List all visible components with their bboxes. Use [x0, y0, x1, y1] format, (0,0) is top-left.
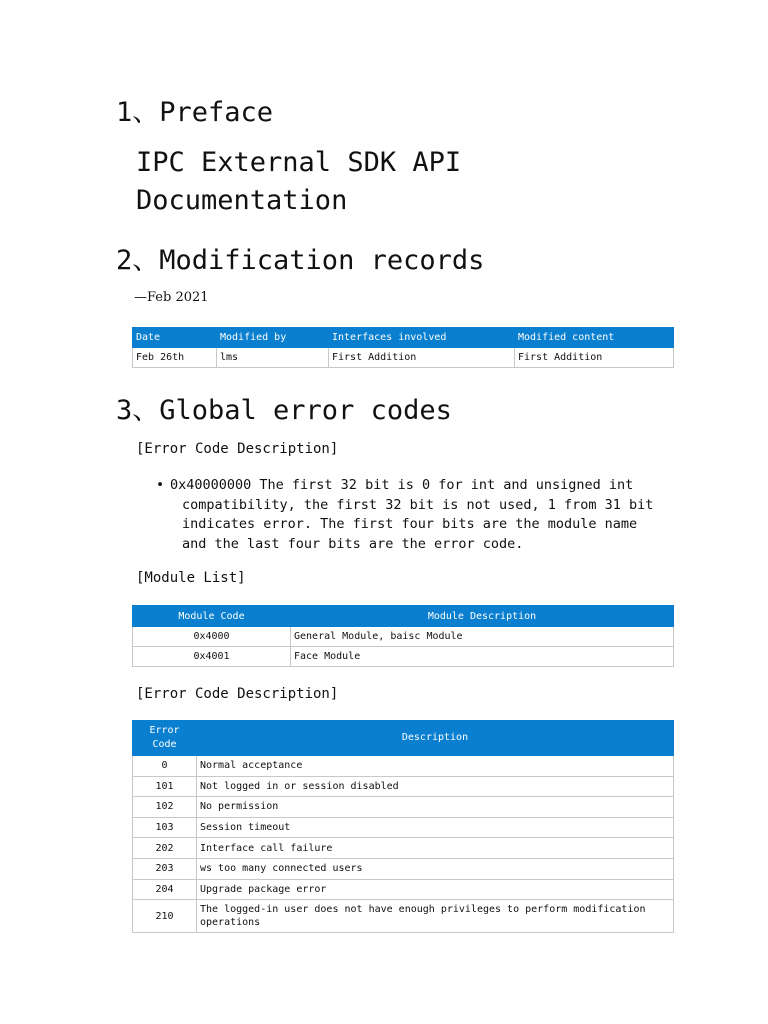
bullet-text: 0x40000000 The first 32 bit is 0 for int and unsigned int compatibility, the first 32 bit is not used, 1 from 31 bit indicates error. The first four bits are the module name and the last four bits are the error code.: [170, 477, 654, 552]
table-cell: General Module, baisc Module: [291, 627, 674, 647]
column-header: Module Description: [291, 606, 674, 627]
table-row: [133, 797, 674, 818]
bullet-item: [156, 476, 656, 554]
table-row: [133, 756, 674, 777]
error-code-table: [132, 720, 674, 933]
table-cell: 210: [133, 900, 197, 933]
document-title-line-1: IPC External SDK API: [136, 147, 462, 178]
column-header: Modified content: [515, 328, 674, 348]
bullet-marker: •: [156, 477, 165, 493]
table-row: [133, 838, 674, 859]
table-cell: First Addition: [329, 348, 515, 368]
table-header-row: [133, 721, 674, 756]
table-cell: 202: [133, 838, 197, 859]
table-row: [133, 858, 674, 879]
module-list-table: [132, 605, 674, 667]
table-row: [133, 647, 674, 667]
column-header: Description: [197, 721, 674, 756]
table-cell: 0: [133, 756, 197, 777]
column-header: Date: [133, 328, 217, 348]
column-header: Modified by: [217, 328, 329, 348]
table-header-row: [133, 328, 674, 348]
table-row: [133, 900, 674, 933]
table-header-row: [133, 606, 674, 627]
table-cell: 102: [133, 797, 197, 818]
table-cell: Not logged in or session disabled: [197, 776, 674, 797]
module-list-heading: [Module List]: [136, 570, 246, 586]
error-code-description-heading-2: [Error Code Description]: [136, 686, 339, 702]
table-cell: 103: [133, 817, 197, 838]
table-cell: The logged-in user does not have enough privileges to perform modification operations: [197, 900, 674, 933]
table-cell: ws too many connected users: [197, 858, 674, 879]
column-header: Interfaces involved: [329, 328, 515, 348]
date-line: —Feb 2021: [134, 290, 209, 305]
modification-records-table: [132, 327, 674, 368]
error-code-description-heading: [Error Code Description]: [136, 441, 339, 457]
section-heading-modification: 2、Modification records: [116, 245, 485, 276]
document-title-line-2: Documentation: [136, 185, 348, 216]
column-header: Error Code: [133, 721, 197, 756]
table-cell: Interface call failure: [197, 838, 674, 859]
document-title: [136, 144, 461, 220]
section-heading-error-codes: 3、Global error codes: [116, 395, 452, 426]
table-cell: 0x4000: [133, 627, 291, 647]
table-row: [133, 776, 674, 797]
table-cell: First Addition: [515, 348, 674, 368]
column-header: Module Code: [133, 606, 291, 627]
table-cell: 101: [133, 776, 197, 797]
table-cell: 203: [133, 858, 197, 879]
table-row: [133, 627, 674, 647]
table-cell: 204: [133, 879, 197, 900]
table-row: [133, 879, 674, 900]
table-cell: Face Module: [291, 647, 674, 667]
table-row: [133, 817, 674, 838]
section-heading-preface: 1、Preface: [116, 97, 274, 128]
table-cell: No permission: [197, 797, 674, 818]
table-cell: Session timeout: [197, 817, 674, 838]
table-cell: Upgrade package error: [197, 879, 674, 900]
table-cell: lms: [217, 348, 329, 368]
table-cell: Normal acceptance: [197, 756, 674, 777]
table-row: [133, 348, 674, 368]
table-cell: 0x4001: [133, 647, 291, 667]
table-cell: Feb 26th: [133, 348, 217, 368]
